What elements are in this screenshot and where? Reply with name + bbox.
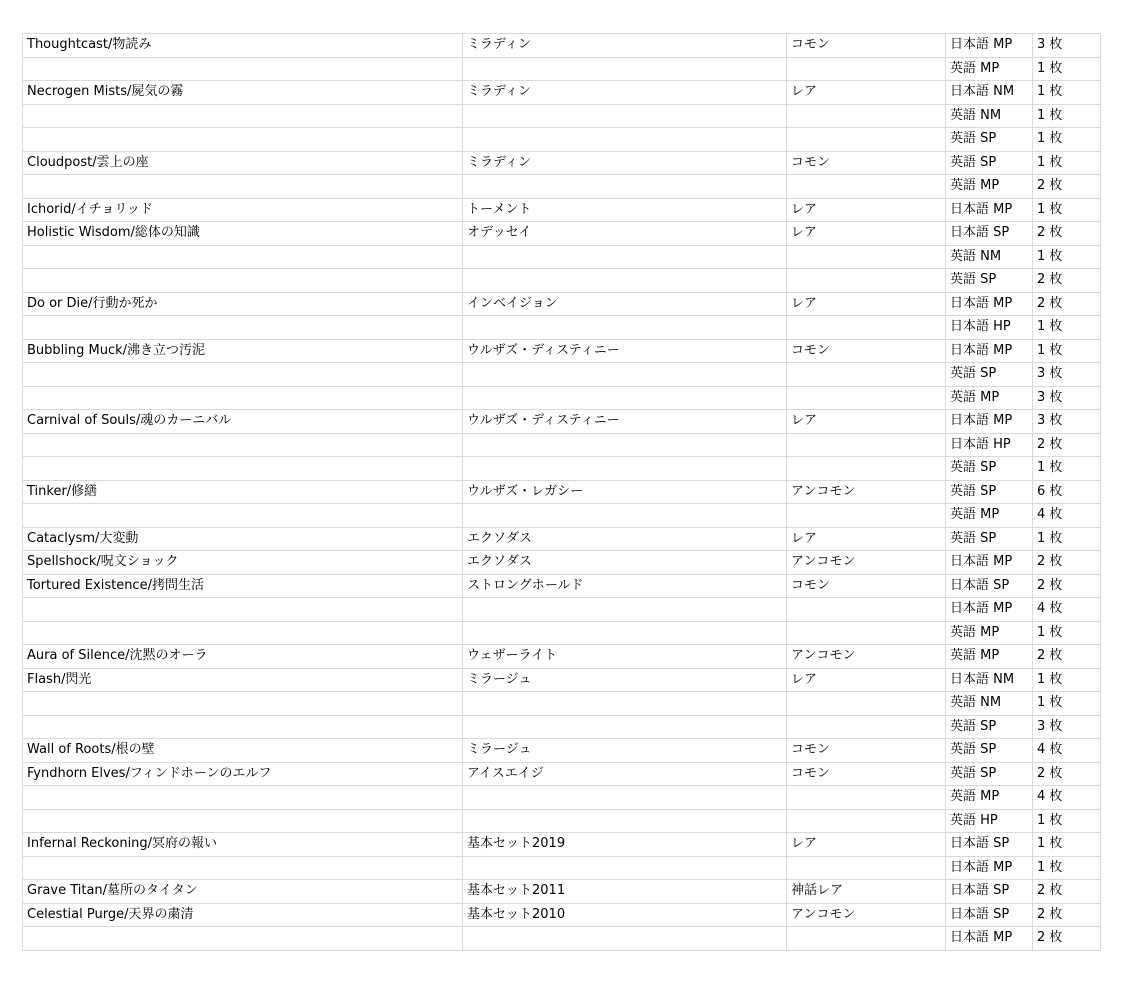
- condition-cell: 英語 MP: [946, 786, 1033, 810]
- rarity-cell: アンコモン: [787, 645, 946, 669]
- quantity-cell: 2 枚: [1033, 574, 1101, 598]
- card-name-cell: [23, 245, 463, 269]
- condition-cell: 日本語 MP: [946, 410, 1033, 434]
- rarity-cell: レア: [787, 292, 946, 316]
- condition-cell: 英語 SP: [946, 151, 1033, 175]
- condition-cell: 日本語 SP: [946, 880, 1033, 904]
- set-name-cell: オデッセイ: [463, 222, 787, 246]
- card-name-cell: Cataclysm/大変動: [23, 527, 463, 551]
- set-name-cell: ミラディン: [463, 151, 787, 175]
- rarity-cell: [787, 786, 946, 810]
- card-name-cell: Aura of Silence/沈黙のオーラ: [23, 645, 463, 669]
- condition-cell: 英語 HP: [946, 809, 1033, 833]
- rarity-cell: [787, 128, 946, 152]
- rarity-cell: [787, 57, 946, 81]
- table-row: [23, 527, 1101, 551]
- set-name-cell: [463, 786, 787, 810]
- quantity-cell: 1 枚: [1033, 457, 1101, 481]
- condition-cell: 英語 MP: [946, 175, 1033, 199]
- condition-cell: 英語 SP: [946, 363, 1033, 387]
- rarity-cell: [787, 692, 946, 716]
- set-name-cell: [463, 128, 787, 152]
- set-name-cell: エクソダス: [463, 527, 787, 551]
- table-row: [23, 198, 1101, 222]
- table-row: [23, 833, 1101, 857]
- condition-cell: 英語 SP: [946, 480, 1033, 504]
- set-name-cell: ウルザズ・ディスティニー: [463, 410, 787, 434]
- card-name-cell: [23, 621, 463, 645]
- condition-cell: 英語 NM: [946, 692, 1033, 716]
- condition-cell: 英語 MP: [946, 386, 1033, 410]
- condition-cell: 英語 MP: [946, 504, 1033, 528]
- set-name-cell: [463, 363, 787, 387]
- set-name-cell: [463, 269, 787, 293]
- set-name-cell: [463, 386, 787, 410]
- quantity-cell: 1 枚: [1033, 833, 1101, 857]
- condition-cell: 日本語 MP: [946, 339, 1033, 363]
- set-name-cell: [463, 809, 787, 833]
- rarity-cell: [787, 598, 946, 622]
- condition-cell: 日本語 MP: [946, 292, 1033, 316]
- set-name-cell: [463, 457, 787, 481]
- condition-cell: 日本語 SP: [946, 833, 1033, 857]
- set-name-cell: [463, 621, 787, 645]
- condition-cell: 日本語 HP: [946, 433, 1033, 457]
- rarity-cell: [787, 927, 946, 951]
- table-row: [23, 410, 1101, 434]
- set-name-cell: [463, 245, 787, 269]
- card-name-cell: [23, 433, 463, 457]
- set-name-cell: ウルザズ・ディスティニー: [463, 339, 787, 363]
- quantity-cell: 1 枚: [1033, 621, 1101, 645]
- card-name-cell: Grave Titan/墓所のタイタン: [23, 880, 463, 904]
- quantity-cell: 4 枚: [1033, 739, 1101, 763]
- table-row: [23, 715, 1101, 739]
- card-name-cell: [23, 692, 463, 716]
- card-name-cell: Tinker/修繕: [23, 480, 463, 504]
- card-name-cell: [23, 175, 463, 199]
- table-row: [23, 692, 1101, 716]
- card-name-cell: [23, 316, 463, 340]
- table-row: [23, 245, 1101, 269]
- quantity-cell: 2 枚: [1033, 551, 1101, 575]
- table-row: [23, 128, 1101, 152]
- table-row: [23, 269, 1101, 293]
- rarity-cell: 神話レア: [787, 880, 946, 904]
- table-row: [23, 34, 1101, 58]
- table-row: [23, 480, 1101, 504]
- table-row: [23, 880, 1101, 904]
- card-name-cell: Tortured Existence/拷問生活: [23, 574, 463, 598]
- rarity-cell: コモン: [787, 34, 946, 58]
- condition-cell: 英語 SP: [946, 269, 1033, 293]
- table-row: [23, 856, 1101, 880]
- condition-cell: 日本語 SP: [946, 222, 1033, 246]
- condition-cell: 英語 NM: [946, 104, 1033, 128]
- condition-cell: 英語 MP: [946, 621, 1033, 645]
- quantity-cell: 1 枚: [1033, 198, 1101, 222]
- rarity-cell: レア: [787, 222, 946, 246]
- condition-cell: 日本語 SP: [946, 903, 1033, 927]
- table-row: [23, 645, 1101, 669]
- rarity-cell: レア: [787, 198, 946, 222]
- card-name-cell: [23, 269, 463, 293]
- condition-cell: 日本語 NM: [946, 668, 1033, 692]
- card-name-cell: [23, 386, 463, 410]
- rarity-cell: アンコモン: [787, 551, 946, 575]
- set-name-cell: ミラディン: [463, 81, 787, 105]
- set-name-cell: [463, 104, 787, 128]
- quantity-cell: 3 枚: [1033, 386, 1101, 410]
- card-name-cell: [23, 715, 463, 739]
- rarity-cell: [787, 175, 946, 199]
- rarity-cell: [787, 457, 946, 481]
- set-name-cell: [463, 504, 787, 528]
- set-name-cell: [463, 598, 787, 622]
- quantity-cell: 2 枚: [1033, 222, 1101, 246]
- set-name-cell: [463, 715, 787, 739]
- table-row: [23, 433, 1101, 457]
- set-name-cell: アイスエイジ: [463, 762, 787, 786]
- condition-cell: 英語 SP: [946, 128, 1033, 152]
- condition-cell: 英語 MP: [946, 645, 1033, 669]
- card-name-cell: Do or Die/行動か死か: [23, 292, 463, 316]
- table-row: [23, 621, 1101, 645]
- quantity-cell: 3 枚: [1033, 363, 1101, 387]
- quantity-cell: 2 枚: [1033, 762, 1101, 786]
- set-name-cell: ウェザーライト: [463, 645, 787, 669]
- set-name-cell: ミラージュ: [463, 668, 787, 692]
- rarity-cell: レア: [787, 410, 946, 434]
- quantity-cell: 2 枚: [1033, 645, 1101, 669]
- condition-cell: 日本語 MP: [946, 927, 1033, 951]
- condition-cell: 日本語 MP: [946, 598, 1033, 622]
- quantity-cell: 1 枚: [1033, 692, 1101, 716]
- set-name-cell: ウルザズ・レガシー: [463, 480, 787, 504]
- table-row: [23, 81, 1101, 105]
- table-row: [23, 457, 1101, 481]
- rarity-cell: [787, 621, 946, 645]
- quantity-cell: 3 枚: [1033, 715, 1101, 739]
- rarity-cell: [787, 504, 946, 528]
- quantity-cell: 1 枚: [1033, 809, 1101, 833]
- quantity-cell: 1 枚: [1033, 316, 1101, 340]
- rarity-cell: レア: [787, 668, 946, 692]
- condition-cell: 日本語 MP: [946, 551, 1033, 575]
- quantity-cell: 2 枚: [1033, 880, 1101, 904]
- card-name-cell: [23, 504, 463, 528]
- card-name-cell: Thoughtcast/物読み: [23, 34, 463, 58]
- table-row: [23, 809, 1101, 833]
- table-row: [23, 57, 1101, 81]
- quantity-cell: 2 枚: [1033, 269, 1101, 293]
- card-name-cell: Spellshock/呪文ショック: [23, 551, 463, 575]
- card-name-cell: Carnival of Souls/魂のカーニバル: [23, 410, 463, 434]
- card-name-cell: Flash/閃光: [23, 668, 463, 692]
- set-name-cell: ストロングホールド: [463, 574, 787, 598]
- table-row: [23, 762, 1101, 786]
- quantity-cell: 1 枚: [1033, 81, 1101, 105]
- rarity-cell: レア: [787, 81, 946, 105]
- table-row: [23, 151, 1101, 175]
- set-name-cell: ミラージュ: [463, 739, 787, 763]
- set-name-cell: ミラディン: [463, 34, 787, 58]
- rarity-cell: コモン: [787, 762, 946, 786]
- card-name-cell: [23, 104, 463, 128]
- rarity-cell: アンコモン: [787, 480, 946, 504]
- set-name-cell: 基本セット2010: [463, 903, 787, 927]
- table-row: [23, 292, 1101, 316]
- quantity-cell: 1 枚: [1033, 245, 1101, 269]
- quantity-cell: 3 枚: [1033, 410, 1101, 434]
- condition-cell: 日本語 NM: [946, 81, 1033, 105]
- quantity-cell: 1 枚: [1033, 57, 1101, 81]
- set-name-cell: インベイジョン: [463, 292, 787, 316]
- card-name-cell: Infernal Reckoning/冥府の報い: [23, 833, 463, 857]
- quantity-cell: 2 枚: [1033, 175, 1101, 199]
- rarity-cell: アンコモン: [787, 903, 946, 927]
- quantity-cell: 4 枚: [1033, 598, 1101, 622]
- condition-cell: 日本語 MP: [946, 198, 1033, 222]
- rarity-cell: レア: [787, 527, 946, 551]
- rarity-cell: コモン: [787, 339, 946, 363]
- set-name-cell: [463, 692, 787, 716]
- quantity-cell: 1 枚: [1033, 668, 1101, 692]
- rarity-cell: [787, 104, 946, 128]
- card-name-cell: [23, 128, 463, 152]
- condition-cell: 日本語 HP: [946, 316, 1033, 340]
- card-inventory-body: [23, 34, 1101, 951]
- card-name-cell: [23, 856, 463, 880]
- set-name-cell: 基本セット2019: [463, 833, 787, 857]
- table-row: [23, 504, 1101, 528]
- rarity-cell: [787, 316, 946, 340]
- table-row: [23, 739, 1101, 763]
- card-inventory-table: [22, 33, 1101, 951]
- table-row: [23, 222, 1101, 246]
- card-name-cell: Necrogen Mists/屍気の霧: [23, 81, 463, 105]
- table-row: [23, 104, 1101, 128]
- card-name-cell: Cloudpost/雲上の座: [23, 151, 463, 175]
- rarity-cell: [787, 856, 946, 880]
- card-name-cell: Ichorid/イチョリッド: [23, 198, 463, 222]
- rarity-cell: [787, 386, 946, 410]
- set-name-cell: [463, 316, 787, 340]
- card-name-cell: Bubbling Muck/沸き立つ汚泥: [23, 339, 463, 363]
- set-name-cell: [463, 433, 787, 457]
- condition-cell: 英語 NM: [946, 245, 1033, 269]
- table-row: [23, 386, 1101, 410]
- rarity-cell: [787, 715, 946, 739]
- set-name-cell: 基本セット2011: [463, 880, 787, 904]
- rarity-cell: [787, 269, 946, 293]
- quantity-cell: 2 枚: [1033, 433, 1101, 457]
- set-name-cell: [463, 57, 787, 81]
- condition-cell: 日本語 MP: [946, 34, 1033, 58]
- rarity-cell: コモン: [787, 739, 946, 763]
- rarity-cell: [787, 433, 946, 457]
- quantity-cell: 2 枚: [1033, 927, 1101, 951]
- card-name-cell: [23, 598, 463, 622]
- quantity-cell: 1 枚: [1033, 856, 1101, 880]
- quantity-cell: 3 枚: [1033, 34, 1101, 58]
- table-row: [23, 551, 1101, 575]
- quantity-cell: 4 枚: [1033, 504, 1101, 528]
- table-row: [23, 786, 1101, 810]
- table-row: [23, 927, 1101, 951]
- condition-cell: 英語 SP: [946, 739, 1033, 763]
- card-name-cell: [23, 363, 463, 387]
- card-name-cell: [23, 786, 463, 810]
- quantity-cell: 1 枚: [1033, 104, 1101, 128]
- quantity-cell: 6 枚: [1033, 480, 1101, 504]
- card-name-cell: [23, 927, 463, 951]
- rarity-cell: [787, 809, 946, 833]
- table-row: [23, 574, 1101, 598]
- rarity-cell: コモン: [787, 574, 946, 598]
- condition-cell: 英語 MP: [946, 57, 1033, 81]
- quantity-cell: 1 枚: [1033, 527, 1101, 551]
- set-name-cell: エクソダス: [463, 551, 787, 575]
- set-name-cell: トーメント: [463, 198, 787, 222]
- rarity-cell: レア: [787, 833, 946, 857]
- card-name-cell: Wall of Roots/根の壁: [23, 739, 463, 763]
- quantity-cell: 1 枚: [1033, 151, 1101, 175]
- table-row: [23, 363, 1101, 387]
- condition-cell: 英語 SP: [946, 527, 1033, 551]
- quantity-cell: 1 枚: [1033, 339, 1101, 363]
- condition-cell: 日本語 SP: [946, 574, 1033, 598]
- card-name-cell: [23, 457, 463, 481]
- set-name-cell: [463, 175, 787, 199]
- quantity-cell: 4 枚: [1033, 786, 1101, 810]
- table-row: [23, 598, 1101, 622]
- condition-cell: 英語 SP: [946, 457, 1033, 481]
- quantity-cell: 1 枚: [1033, 128, 1101, 152]
- card-name-cell: Holistic Wisdom/総体の知識: [23, 222, 463, 246]
- condition-cell: 日本語 MP: [946, 856, 1033, 880]
- table-row: [23, 668, 1101, 692]
- table-row: [23, 903, 1101, 927]
- set-name-cell: [463, 856, 787, 880]
- card-name-cell: Celestial Purge/天界の粛清: [23, 903, 463, 927]
- quantity-cell: 2 枚: [1033, 292, 1101, 316]
- card-name-cell: [23, 809, 463, 833]
- rarity-cell: [787, 363, 946, 387]
- condition-cell: 英語 SP: [946, 762, 1033, 786]
- set-name-cell: [463, 927, 787, 951]
- table-row: [23, 316, 1101, 340]
- rarity-cell: [787, 245, 946, 269]
- card-name-cell: Fyndhorn Elves/フィンドホーンのエルフ: [23, 762, 463, 786]
- quantity-cell: 2 枚: [1033, 903, 1101, 927]
- table-row: [23, 175, 1101, 199]
- rarity-cell: コモン: [787, 151, 946, 175]
- card-name-cell: [23, 57, 463, 81]
- table-row: [23, 339, 1101, 363]
- condition-cell: 英語 SP: [946, 715, 1033, 739]
